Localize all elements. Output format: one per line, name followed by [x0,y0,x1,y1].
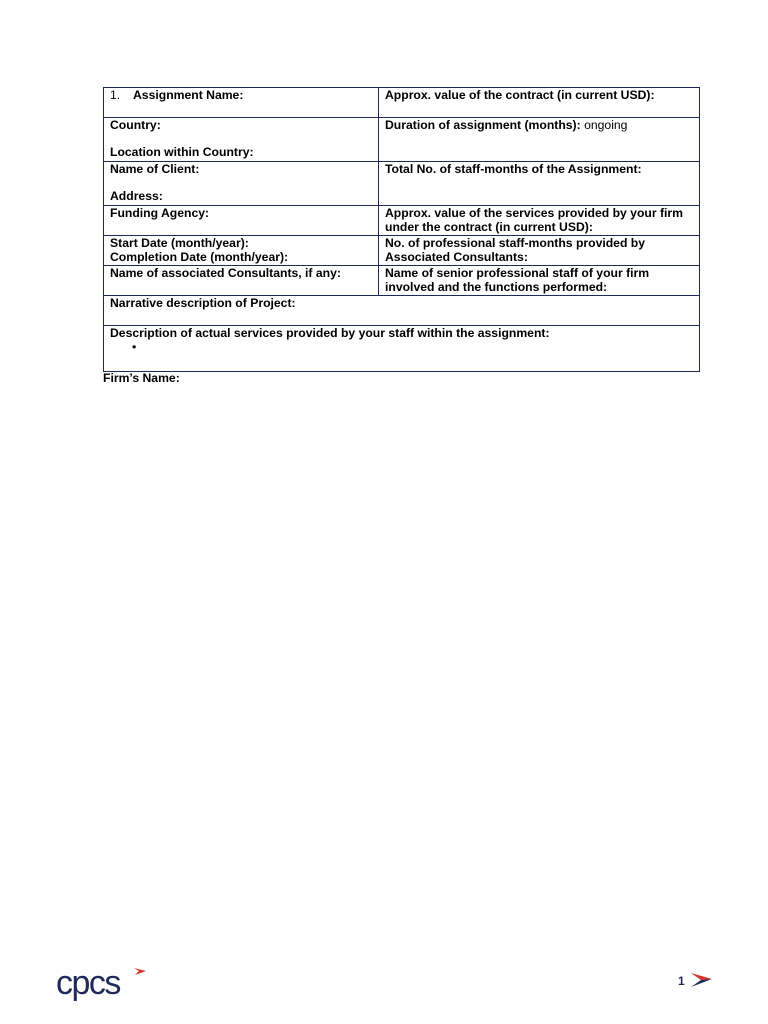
narrative-cell [104,296,700,326]
table-row [104,236,700,266]
funding-cell [104,206,379,236]
table-row [104,118,700,162]
table-row [104,162,700,206]
professional-months-cell [379,236,700,266]
bullet-item: • [132,339,137,354]
professional-months-label: No. of professional staff-months provided by Associated Consultants: [385,236,646,264]
table-row [104,266,700,296]
table-row [104,296,700,326]
country-cell [104,118,379,162]
narrative-label: Narrative description of Project: [110,296,296,310]
senior-staff-cell [379,266,700,296]
item-number: 1. [110,88,121,102]
contract-value-label: Approx. value of the contract (in current USD): [385,88,655,102]
client-label: Name of Client: [110,162,200,176]
table-row [104,326,700,372]
logo-wordmark: cpcs [56,964,120,1001]
dates-cell [104,236,379,266]
funding-agency-label: Funding Agency: [110,206,210,220]
client-cell [104,162,379,206]
page-number: 1 [678,974,685,988]
staff-months-cell [379,162,700,206]
cpcs-logo [56,963,148,1001]
country-label: Country: [110,118,161,132]
associated-consultants-label: Name of associated Consultants, if any: [110,266,341,280]
services-value-label: Approx. value of the services provided by your firm under the contract (in current USD): [385,206,683,234]
address-label: Address: [110,188,163,203]
assignment-form-table [103,87,700,372]
location-label: Location within Country: [110,144,254,159]
page-arrow-icon [688,972,714,988]
senior-staff-label: Name of senior professional staff of your firm involved and the functions performed: [385,266,650,294]
duration-value: ongoing [584,118,628,132]
services-value-cell [379,206,700,236]
services-description-cell [104,326,700,372]
associated-consultants-cell [104,266,379,296]
duration-cell [379,118,700,162]
logo-swoosh-icon [134,968,146,975]
table-row [104,88,700,118]
assignment-name-label: Assignment Name: [133,88,244,102]
services-description-label: Description of actual services provided by your staff within the assignment: [110,326,550,340]
duration-label: Duration of assignment (months): [385,118,581,132]
start-date-label: Start Date (month/year): [110,236,249,250]
firms-name-label: Firm’s Name: [103,371,180,385]
contract-value-cell [379,88,700,118]
staff-months-label: Total No. of staff-months of the Assignment: [385,162,642,176]
table-row [104,206,700,236]
assignment-name-cell [104,88,379,118]
completion-date-label: Completion Date (month/year): [110,249,289,264]
